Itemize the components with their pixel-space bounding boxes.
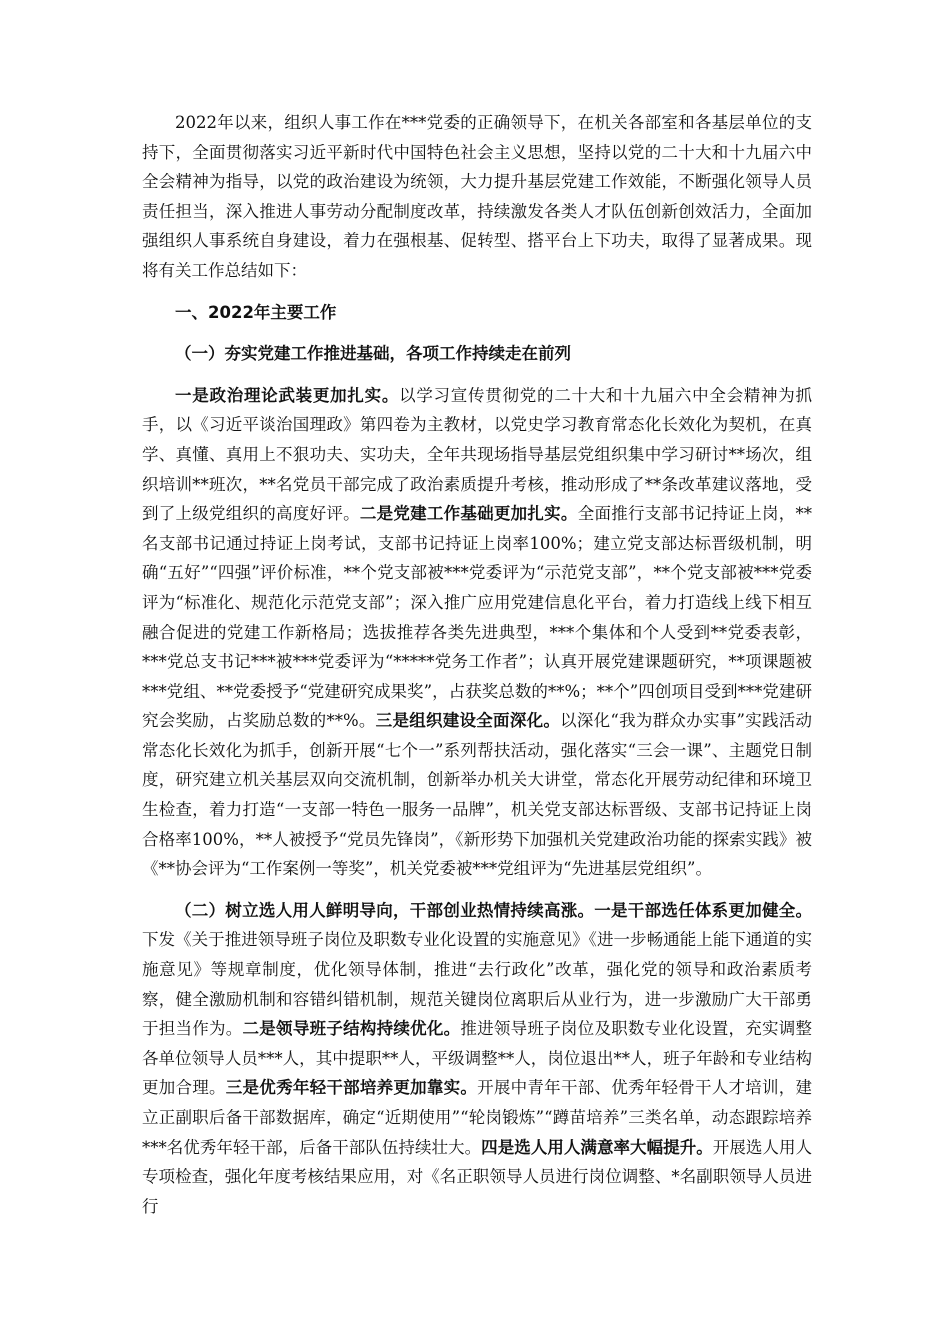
point-5-lead: 二是领导班子结构持续优化。 bbox=[242, 1019, 461, 1039]
intro-paragraph: 2022年以来，组织人事工作在***党委的正确领导下，在机关各部室和各基层单位的支持下，全面贯彻落实习近平新时代中国特色社会主义思想，坚持以党的二十大和十九届六中全会精神为指导，以党的政治建设为统领，大力提升基层党建工作效能，不断强化领导人员责任担当，深入推进人事劳动分配制度改革，持续激发各类人才队伍创新创效活力，全面加强组织人事系统自身建设，着力在强根基、促转型、搭平台上下功夫，取得了显著成果。现将有关工作总结如下： bbox=[142, 113, 812, 280]
subsection-2-heading: （二）树立选人用人鲜明导向，干部创业热情持续高涨。 bbox=[175, 900, 595, 920]
subsection-heading: （一）夯实党建工作推进基础，各项工作持续走在前列 bbox=[175, 344, 571, 364]
point-4-lead: 一是干部选任体系更加健全。 bbox=[594, 900, 813, 920]
point-3-text: 以深化“我为群众办实事”实践活动常态化长效化为抓手，创新开展“七个一”系列帮扶活动，强化落实“三会一课”、主题党日制度，研究建立机关基层双向交流机制，创新举办机关大讲堂，常态化开展劳动纪律和环境卫生检查，着力打造“一支部一特色一服务一品牌”，机关党支部达标晋级、支部书记持证上岗合格率100%，**人被授予“党员先锋岗”，《新形势下加强机关党建政治功能的探索实践》被《**协会评为“工作案例一等奖”，机关党委被***党组评为“先进基层党组织”。 bbox=[142, 711, 813, 879]
point-6-lead: 三是优秀年轻干部培养更加靠实。 bbox=[225, 1078, 478, 1098]
point-2-text: 全面推行支部书记持证上岗，**名支部书记通过持证上岗考试，支部书记持证上岗率100%；建立党支部达标晋级机制，明确“五好”“四强”评价标准，**个党支部被***党委评为“示范党支部”，**个党支部被***党委评为“标准化、规范化示范党支部”；深入推广应用党建信息化平台，着力打造线上线下相互融合促进的党建工作新格局；选拔推荐各类先进典型，***个集体和个人受到**党委表彰，***党总支书记***被***党委评为“*****党务工作者”；认真开展党建课题研究，**项课题被***党组、**党委授予“党建研究成果奖”，占获奖总数的**%；**个”四创项目受到***党建研究会奖励，占奖励总数的**%。 bbox=[142, 504, 813, 731]
point-7-text: 开展选人用人专项检查，强化年度考核结果应用，对《名正职领导人员进行岗位调整、*名副职领导人员进行 bbox=[142, 1137, 813, 1216]
cadre-selection-paragraph bbox=[142, 896, 812, 1222]
party-building-paragraph bbox=[142, 381, 812, 884]
point-3-lead: 三是组织建设全面深化。 bbox=[375, 711, 561, 731]
point-5-text: 推进领导班子岗位及职数专业化设置，充实调整各单位领导人员***人，其中提职**人，平级调整**人，岗位退出**人，班子年龄和专业结构更加合理。 bbox=[142, 1019, 813, 1098]
point-6-text: 开展中青年干部、优秀年轻骨干人才培训，建立正副职后备干部数据库，确定“近期使用”“轮岗锻炼”“蹲苗培养”三类名单，动态跟踪培养***名优秀年轻干部，后备干部队伍持续壮大。 bbox=[142, 1078, 813, 1157]
section-heading: 一、2022年主要工作 bbox=[175, 302, 337, 322]
point-1-text: 以学习宣传贯彻党的二十大和十九届六中全会精神为抓手，以《习近平谈治国理政》第四卷为主教材，以党史学习教育常态化长效化为契机，在真学、真懂、真用上不狠功夫、实功夫，全年共现场指导基层党组织集中学习研讨**场次，组织培训**班次，**名党员干部完成了政治素质提升考核，推动形成了**条改革建议落地，受到了上级党组织的高度好评。 bbox=[142, 385, 813, 524]
point-2-lead: 二是党建工作基础更加扎实。 bbox=[359, 504, 578, 524]
document-page bbox=[142, 108, 812, 1221]
point-1-lead: 一是政治理论武装更加扎实。 bbox=[175, 385, 400, 405]
point-4-text: 下发《关于推进领导班子岗位及职数专业化设置的实施意见》《进一步畅通能上能下通道的实施意见》等规章制度，优化领导体制，推进“去行政化”改革，强化党的领导和政治素质考察，健全激励机制和容错纠错机制，规范关键岗位离职后从业行为，进一步激励广大干部勇于担当作为。 bbox=[142, 930, 812, 1039]
point-7-lead: 四是选人用人满意率大幅提升。 bbox=[481, 1137, 713, 1157]
